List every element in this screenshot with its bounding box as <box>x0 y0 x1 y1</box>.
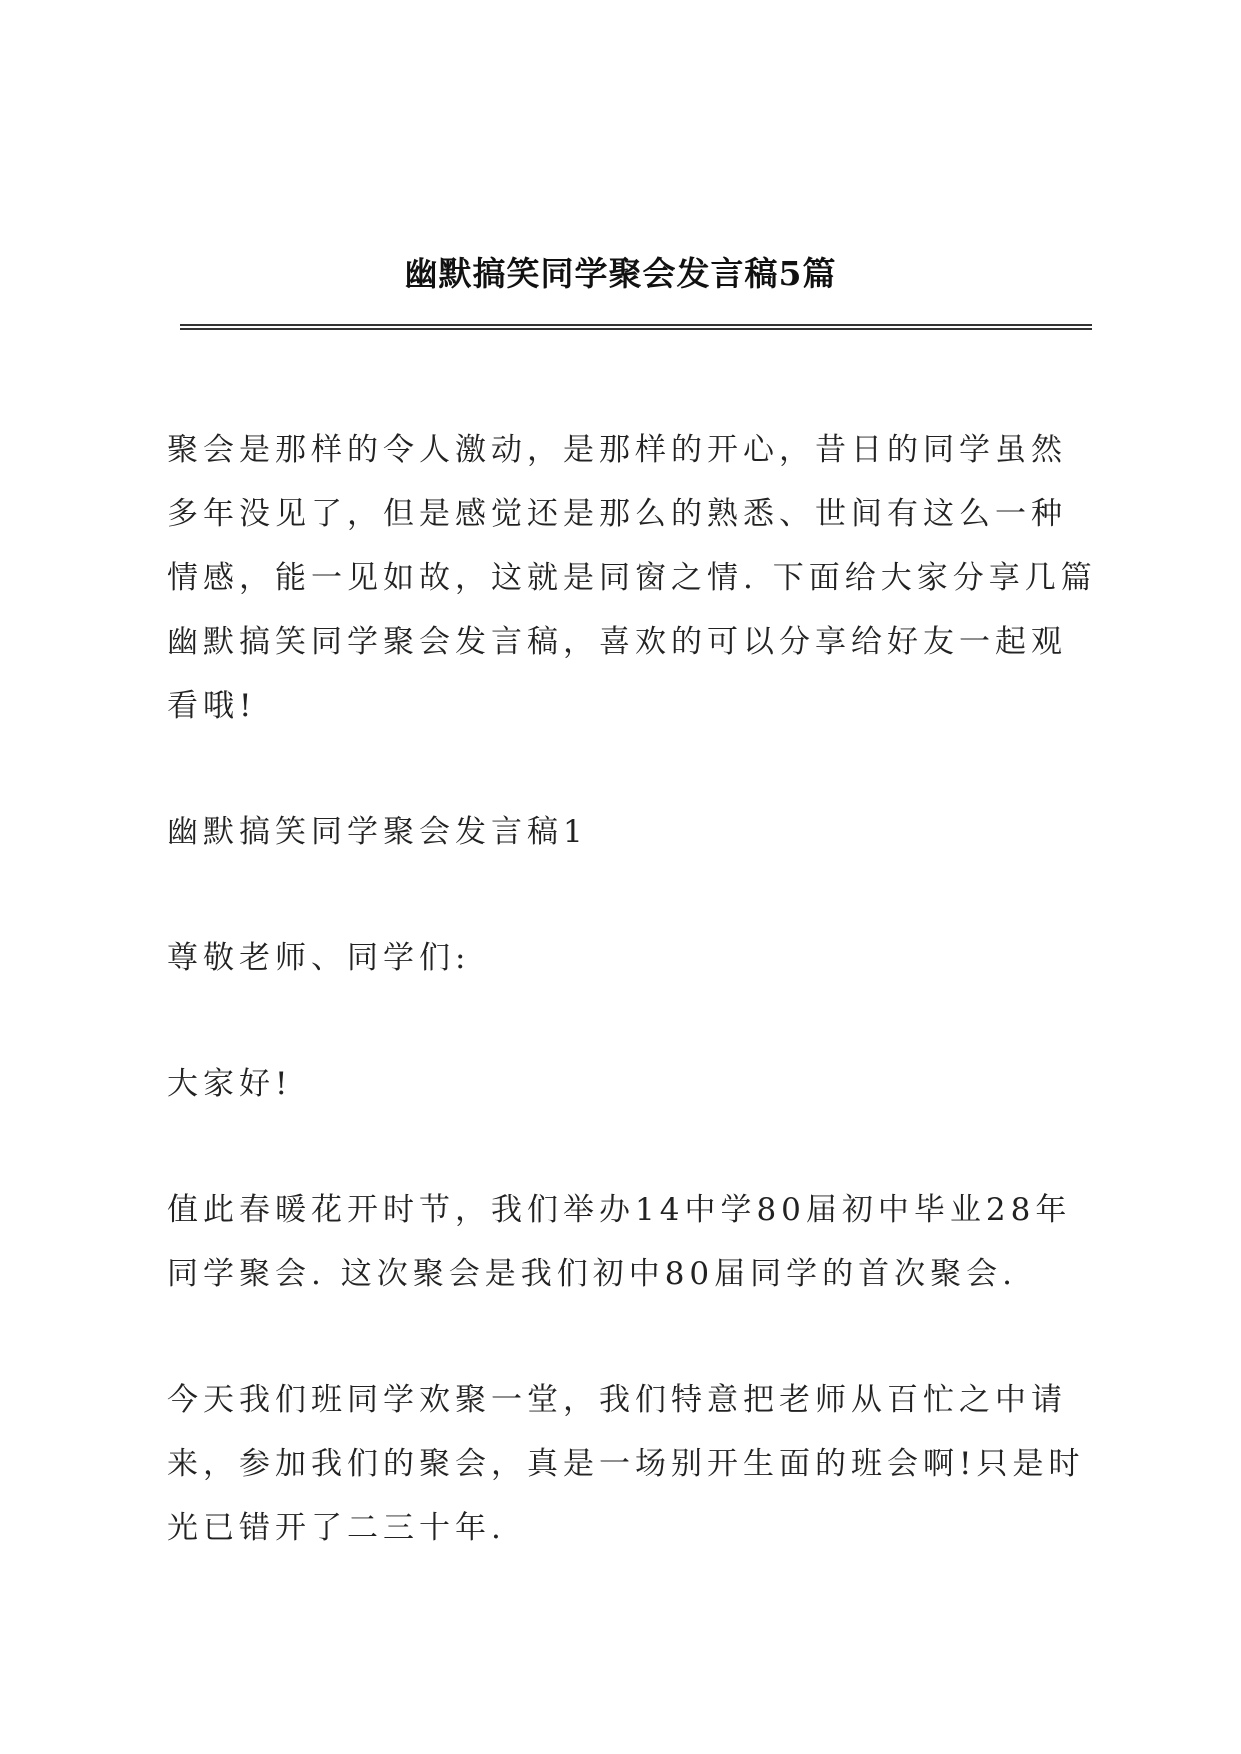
document-body <box>167 418 1097 1560</box>
salutation: 尊敬老师、同学们: <box>167 940 471 976</box>
document-title: 幽默搞笑同学聚会发言稿5篇 <box>404 254 837 293</box>
section-heading: 幽默搞笑同学聚会发言稿1 <box>167 814 588 850</box>
body-paragraph: 值此春暖花开时节，我们举办14中学80届初中毕业28年同学聚会. 这次聚会是我们初中80届同学的首次聚会. <box>167 1192 1072 1292</box>
greeting: 大家好! <box>167 1066 293 1102</box>
title-divider <box>180 324 1092 330</box>
body-paragraph: 今天我们班同学欢聚一堂，我们特意把老师从百忙之中请来，参加我们的聚会，真是一场别开生面的班会啊!只是时光已错开了二三十年. <box>167 1382 1085 1546</box>
intro-paragraph: 聚会是那样的令人激动，是那样的开心，昔日的同学虽然多年没见了，但是感觉还是那么的熟悉、世间有这么一种情感，能一见如故，这就是同窗之情. 下面给大家分享几篇幽默搞笑同学聚会发言稿，喜欢的可以分享给好友一起观看哦! <box>167 432 1097 724</box>
